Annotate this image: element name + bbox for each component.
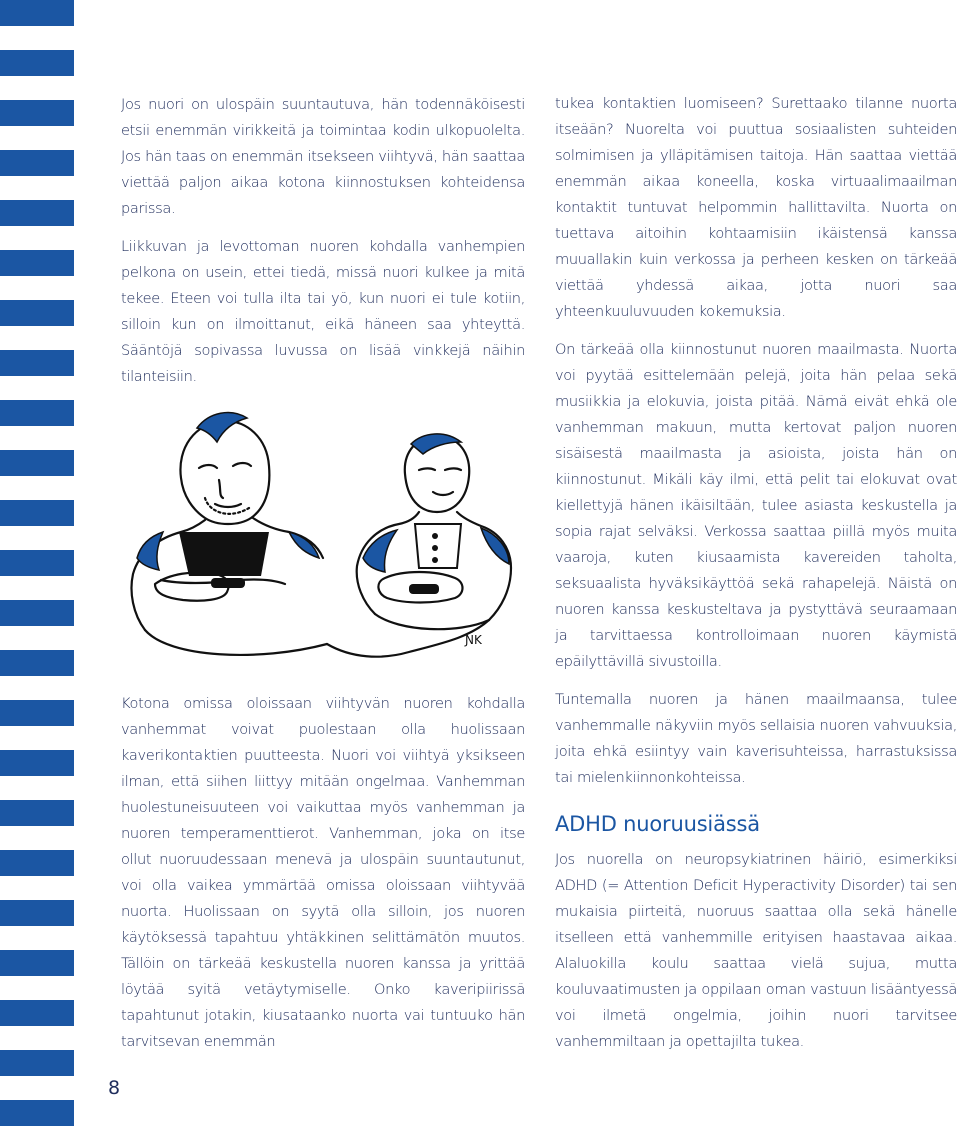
stripe-bar <box>0 1100 74 1126</box>
paragraph-support-contacts: tukea kontaktien luomiseen? Surettaako tilanne nuorta itseään? Nuorelta voi puuttua sosiaalisten suhteiden solmimisen ja ylläpitämisen taitoja. Hän saattaa viettää enemmän aikaa koneella, koska virtuaalimaailman kontaktit tuntuvat helpommin hallittavilta. Nuorta on tuettava aitoihin kohtaamisiin ikäistensä kanssa muuallakin kuin verkossa ja perheen kesken on tärkeää viettää yhdessä aikaa, jotta nuori saa yhteenkuuluvuuden kokemuksia. <box>555 95 957 320</box>
stripe-bar <box>0 750 74 776</box>
stripe-bar <box>0 450 74 476</box>
decorative-stripe-margin <box>0 0 74 1128</box>
stripe-bar <box>0 1000 74 1026</box>
stripe-bar <box>0 1050 74 1076</box>
stripe-bar <box>0 800 74 826</box>
artist-signature: ƝK <box>465 633 482 647</box>
stripe-bar <box>0 600 74 626</box>
paragraph-outgoing-teen: Jos nuori on ulospäin suuntautuva, hän todennäköisesti etsii enemmän virikkeitä ja toimintaa kodin ulkopuolelta. Jos hän taas on enemmän itsekseen viihtyvä, hän saattaa viettää paljon aikaa kotona kiinnostuksen kohteidensa parissa. <box>121 96 525 217</box>
stripe-bar <box>0 650 74 676</box>
stripe-bar <box>0 300 74 326</box>
paragraph-homebody-teen: Kotona omissa oloissaan viihtyvän nuoren kohdalla vanhemmat voivat puolestaan olla huolissaan kaverikontaktien puutteesta. Nuori voi viihtyä yksikseen ilman, että siihen liittyy mitään ongelmaa. Vanhemman huolestuneisuuteen voi vaikuttaa myös vanhemman ja nuoren temperamenttierot. Vanhemman, joka on itse ollut nuoruudessaan menevä ja ulospäin suuntautunut, voi olla vaikea ymmärtää omissa oloissaan viihtyvää nuorta. Huolissaan on syytä olla silloin, jos nuoren käytöksessä tapahtuu yhtäkkinen selittämätön muutos. Tällöin on tärkeää keskustella nuoren kanssa ja yrittää löytää syitä vetäytymiselle. Onko kaveripiirissä tapahtunut jotakin, kiusataanko nuorta vai tuntuuko hän tarvitsevan enemmän <box>121 695 525 1050</box>
stripe-bar <box>0 400 74 426</box>
stripe-bar <box>0 200 74 226</box>
stripe-bar <box>0 950 74 976</box>
stripe-bar <box>0 500 74 526</box>
stripe-bar <box>0 850 74 876</box>
paragraph-restless-teen: Liikkuvan ja levottoman nuoren kohdalla vanhempien pelkona on usein, ettei tiedä, missä nuori kulkee ja mitä tekee. Eteen voi tulla ilta tai yö, kun nuori ei tule kotiin, silloin kun on ilmoittanut, eikä häneen saa yhteyttä. Sääntöjä sopivassa luvussa on lisää vinkkejä näihin tilanteisiin. <box>121 238 525 385</box>
paragraph-adhd: Jos nuorella on neuropsykiatrinen häiriö, esimerkiksi ADHD (= Attention Deficit Hyperactivity Disorder) tai sen mukaisia piirteitä, nuoruus saattaa olla sekä hänelle itselleen että vanhemmille erityisen haastavaa aikaa. Alaluokilla koulu saattaa vielä sujua, mutta kouluvaatimusten ja oppilaan oman vastuun lisääntyessä voi ilmetä ongelmia, joihin nuori tarvitsee vanhemmiltaan ja opettajilta tukea. <box>555 851 957 1050</box>
stripe-bar <box>0 900 74 926</box>
paragraph-strengths: Tuntemalla nuoren ja hänen maailmaansa, tulee vanhemmalle näkyviin myös sellaisia nuoren vahvuuksia, joita ehkä esiintyy vain kaverisuhteissa, harrastuksissa tai mielenkiinnonkohteissa. <box>555 691 957 786</box>
stripe-bar <box>0 550 74 576</box>
left-column-top <box>121 92 525 402</box>
page-number: 8 <box>108 1077 121 1099</box>
stripe-bar <box>0 50 74 76</box>
stripe-bar <box>0 250 74 276</box>
stripe-bar <box>0 700 74 726</box>
stripe-bar <box>0 150 74 176</box>
stripe-bar <box>0 0 74 26</box>
stripe-bar <box>0 100 74 126</box>
section-heading-adhd: ADHD nuoruusiässä <box>555 812 760 836</box>
left-column-bottom <box>121 691 525 1055</box>
paragraph-interest-in-world: On tärkeää olla kiinnostunut nuoren maailmasta. Nuorta voi pyytää esittelemään pelejä, joita hän pelaa sekä musiikkia ja elokuvia, joista pitää. Nämä eivät ehkä ole vanhemman makuun, mutta kertovat paljon nuoren sisäisestä maailmasta ja asioista, joista hän on kiinnostunut. Mikäli käy ilmi, että pelit tai elokuvat ovat kiellettyjä hänen ikäisiltään, tulee asiasta keskustella ja sopia rajat selväksi. Verkossa saattaa piillä myös muita vaaroja, kuten kiusaamista kavereiden taholta, seksuaalista hyväksikäyttöä sekä rahapelejä. Näistä on nuoren kanssa keskusteltava ja pystyttävä seuraamaan ja tarvittaessa kontrolloimaan nuoren käymistä epäilyttävillä sivustoilla. <box>555 341 957 670</box>
stripe-bar <box>0 350 74 376</box>
parent-and-teen-gaming-illustration <box>119 408 527 670</box>
right-column <box>555 91 957 1055</box>
